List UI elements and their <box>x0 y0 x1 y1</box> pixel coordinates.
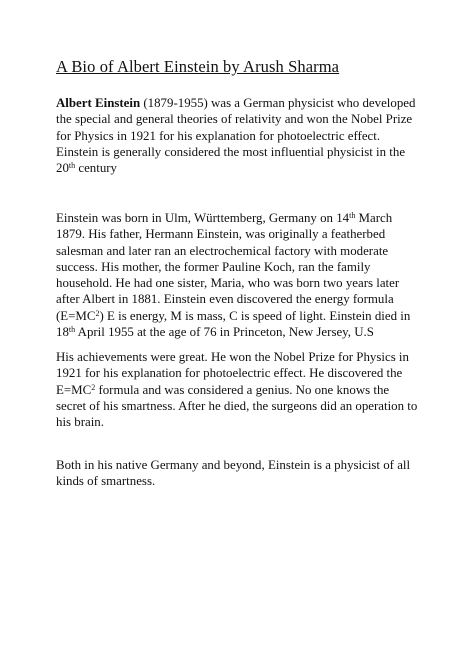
paragraph-text: March 1879. His father, Hermann Einstein, was originally a featherbed salesman and later ran an electrochemical factory with moderate success. His mother, the former Pauline Koch, ran the family household. He had one sister, Maria, who was born two years later after Albert in 1881. Einstein even discovered the energy formula (E=MC <box>56 211 400 323</box>
paragraph-text: April 1955 at the age of 76 in Princeton, New Jersey, U.S <box>75 325 374 340</box>
superscript: 2 <box>91 382 96 392</box>
superscript: th <box>68 161 76 171</box>
paragraph-text: Einstein was born in Ulm, Württemberg, Germany on 14 <box>56 211 350 225</box>
paragraph-conclusion: Both in his native Germany and beyond, Einstein is a physicist of all kinds of smartness. <box>56 458 411 489</box>
document-title: A Bio of Albert Einstein by Arush Sharma <box>56 57 340 76</box>
superscript: th <box>68 325 76 335</box>
paragraph-early-life <box>56 210 421 340</box>
paragraph-text: formula and was considered a genius. No one knows the secret of his smartness. After he died, the surgeons did an operation to his brain. <box>56 382 418 430</box>
paragraph-intro <box>56 95 421 176</box>
paragraph-achievements <box>56 349 421 430</box>
paragraph-text: ) E is energy, M is mass, C is speed of light. Einstein died in 18 <box>56 308 411 340</box>
name-bold: Albert Einstein <box>56 96 141 110</box>
paragraph-text: (1879-1955) was a German physicist who developed the special and general theories of relativity and won the Nobel Prize for Physics in 1921 for his explanation for photoelectric effect. Einstein is generally considered the most influential physicist in the 20 <box>56 96 416 176</box>
paragraph-text: century <box>75 161 118 176</box>
superscript: th <box>349 211 356 220</box>
paragraph-text: His achievements were great. He won the Nobel Prize for Physics in 1921 for his explanation for photoelectric effect. He discovered the E=MC <box>56 350 409 397</box>
superscript: 2 <box>95 308 100 318</box>
